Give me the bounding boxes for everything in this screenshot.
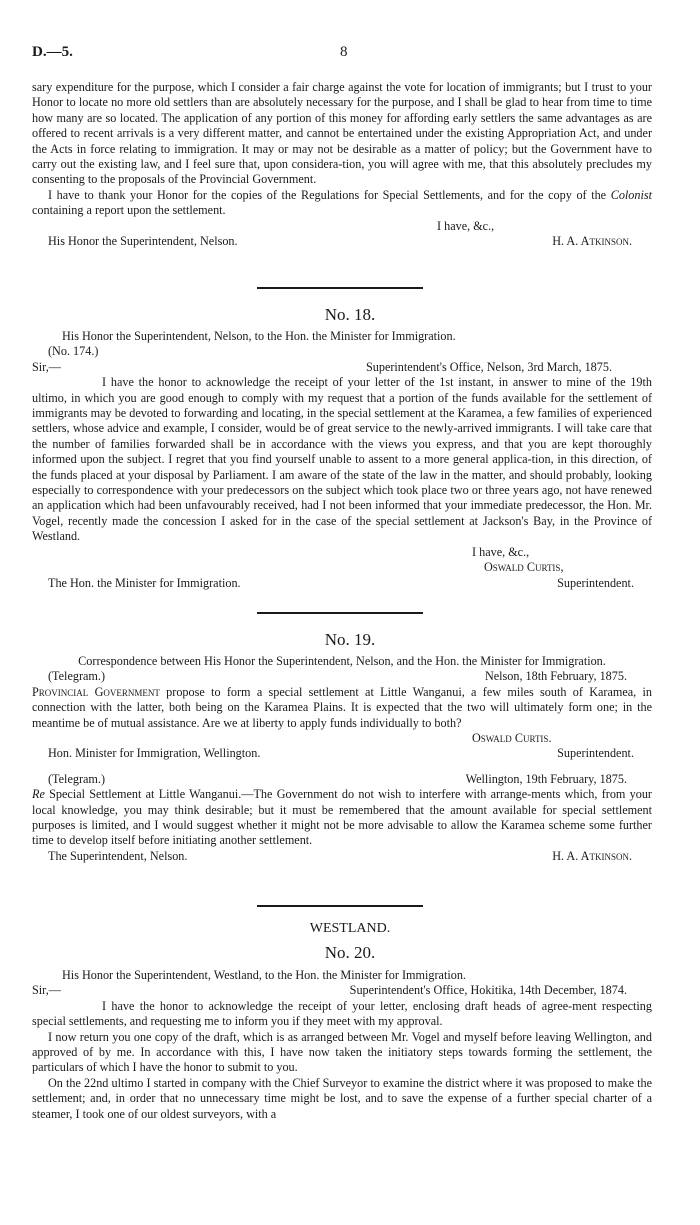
telegram-body: Provincial Government propose to form a special settlement at Little Wanganui, a few miles south of Karamea, in connection with the latter, both being on the Karamea Plains. It is expected that the two will ultimately form one; in the meantime be of mutual assistance. Are we at liberty to apply funds individually to both? [32, 684, 652, 730]
closing: I have, &c., [472, 544, 530, 559]
signature: Oswald Curtis. [472, 731, 552, 746]
page-number: 8 [340, 44, 348, 60]
salutation: Sir,— [32, 359, 61, 374]
paragraph: I now return you one copy of the draft, which is as arranged between Mr. Vogel and myself before leaving Wellington, and approved of by me. In accordance with this, I have now taken the initiatory steps towards forming the settlement, the particulars of which I have the honor to submit to you. [32, 1029, 652, 1075]
letter-number: No. 18. [324, 305, 376, 324]
signature-title: Superintendent. [557, 575, 634, 590]
document-reference: D.—5. [32, 44, 73, 60]
signature-line [32, 746, 652, 761]
dateline: Superintendent's Office, Hokitika, 14th December, 1874. [349, 983, 627, 998]
signature-line [32, 849, 652, 864]
letter-no-20 [32, 968, 652, 1122]
section-divider [257, 612, 423, 614]
dateline-row [32, 360, 652, 375]
section-title: WESTLAND. [309, 921, 391, 936]
letter-number: No. 19. [324, 630, 376, 649]
addressee: The Hon. the Minister for Immigration. [48, 575, 241, 590]
telegram-label: (Telegram.) [48, 669, 106, 684]
paragraph: I have the honor to acknowledge the receipt of your letter of the 1st instant, in answer to mine of the 19th ultimo, in which you are good enough to comply with my request that a portion of the funds available for the settlement of immigrants may be devoted to forwarding and locating, in the special settlement at the Karamea, a few families of experienced settlers, whose advice and example, I consider, would be of great service to the newly-arrived immigrants. I will take care that the number of families forwarded shall be in accordance with the views you express, and that you are kept thoroughly informed upon the subject. I regret that you find yourself unable to assent to a more general applica-tion, in this direction, of the funds placed at your disposal by Parliament. I am aware of the state of the law in the matter, and should probably, looking especially to correspondence with your predecessors on the subject which took place two or three years ago, not have renewed an application which had been unfavourably received, had I not been informed that your immediate predecessor, the Hon. Mr. Vogel, recently made the concession I asked for in the case of the special settlement at Jackson's Bay, in the Province of Westland. [32, 375, 652, 544]
dateline: Nelson, 18th February, 1875. [484, 669, 627, 684]
dateline: Superintendent's Office, Nelson, 3rd March, 1875. [365, 359, 612, 374]
salutation: Sir,— [32, 983, 61, 998]
closing: I have, &c., [437, 218, 495, 233]
reference-number: (No. 174.) [48, 344, 99, 359]
signature-title: Superintendent. [557, 746, 634, 761]
paragraph: I have to thank your Honor for the copies of the Regulations for Special Settlements, and for the copy of the Colonist containing a report upon the settlement. [32, 187, 653, 218]
letter-no-19 [32, 654, 652, 864]
paragraph: sary expenditure for the purpose, which I consider a fair charge against the vote for location of immigrants; but I trust to your Honor to locate no more old settlers than are absolutely necessary for the purpose, and I shall be glad to hear from time to time how many are so located. The application of any portion of this money for affording early settlers the same advantages as are offered to recent arrivals is a very different matter, and cannot be entertained under the existing Appropriation Act, and under the Acts in force relating to immigration. It may or may not be desirable as a matter of policy; but the Government have to carry out the existing law, and I feel sure that, upon considera-tion, you will agree with me, that this absolutely precludes my consenting to the proposals of the Provincial Government. [32, 80, 652, 187]
letter-heading: His Honor the Superintendent, Nelson, to the Hon. the Minister for Immigration. [62, 329, 456, 343]
addressee: The Superintendent, Nelson. [48, 848, 188, 863]
telegram-dateline [32, 772, 652, 787]
letter-heading: Correspondence between His Honor the Superintendent, Nelson, and the Hon. the Minister for Immigration. [78, 654, 606, 668]
letter-heading: His Honor the Superintendent, Westland, to the Hon. the Minister for Immigration. [62, 968, 466, 982]
letter-no-18 [32, 329, 652, 591]
signature: H. A. Atkinson. [552, 848, 632, 863]
addressee: Hon. Minister for Immigration, Wellington. [48, 746, 261, 761]
paragraph: On the 22nd ultimo I started in company with the Chief Surveyor to examine the district where it was proposed to make the settlement; and, in order that no unnecessary time might be lost, and to save the expense of a further special charter of a steamer, I took one of our oldest surveyors, with a [32, 1075, 652, 1121]
dateline: Wellington, 19th February, 1875. [465, 771, 627, 786]
signature-line [32, 234, 652, 249]
section-divider [257, 287, 423, 289]
section-divider [257, 905, 423, 907]
continued-letter [32, 80, 652, 249]
signature: Oswald Curtis, [484, 560, 564, 575]
paragraph: I have the honor to acknowledge the receipt of your letter, enclosing draft heads of agree-ment respecting special settlements, and requesting me to inform you if they meet with my approval. [32, 998, 652, 1029]
signature-line [32, 576, 652, 591]
telegram-body: Re Special Settlement at Little Wanganui.—The Government do not wish to interfere with arrange-ments which, from your local knowledge, you may think desirable; but it must be remembered that the amount available for special settlement purposes is limited, and I would suggest whether it might not be more advisable to allow the Karamea scheme some further time to develop itself before initiating another settlement. [32, 787, 652, 848]
newspaper-title: Colonist [610, 187, 653, 202]
addressee: His Honor the Superintendent, Nelson. [48, 234, 238, 249]
letter-number: No. 20. [324, 943, 376, 962]
dateline-row [32, 983, 652, 998]
telegram-label: (Telegram.) [48, 771, 106, 786]
telegram-dateline [32, 669, 652, 684]
signature: H. A. Atkinson. [552, 234, 632, 249]
